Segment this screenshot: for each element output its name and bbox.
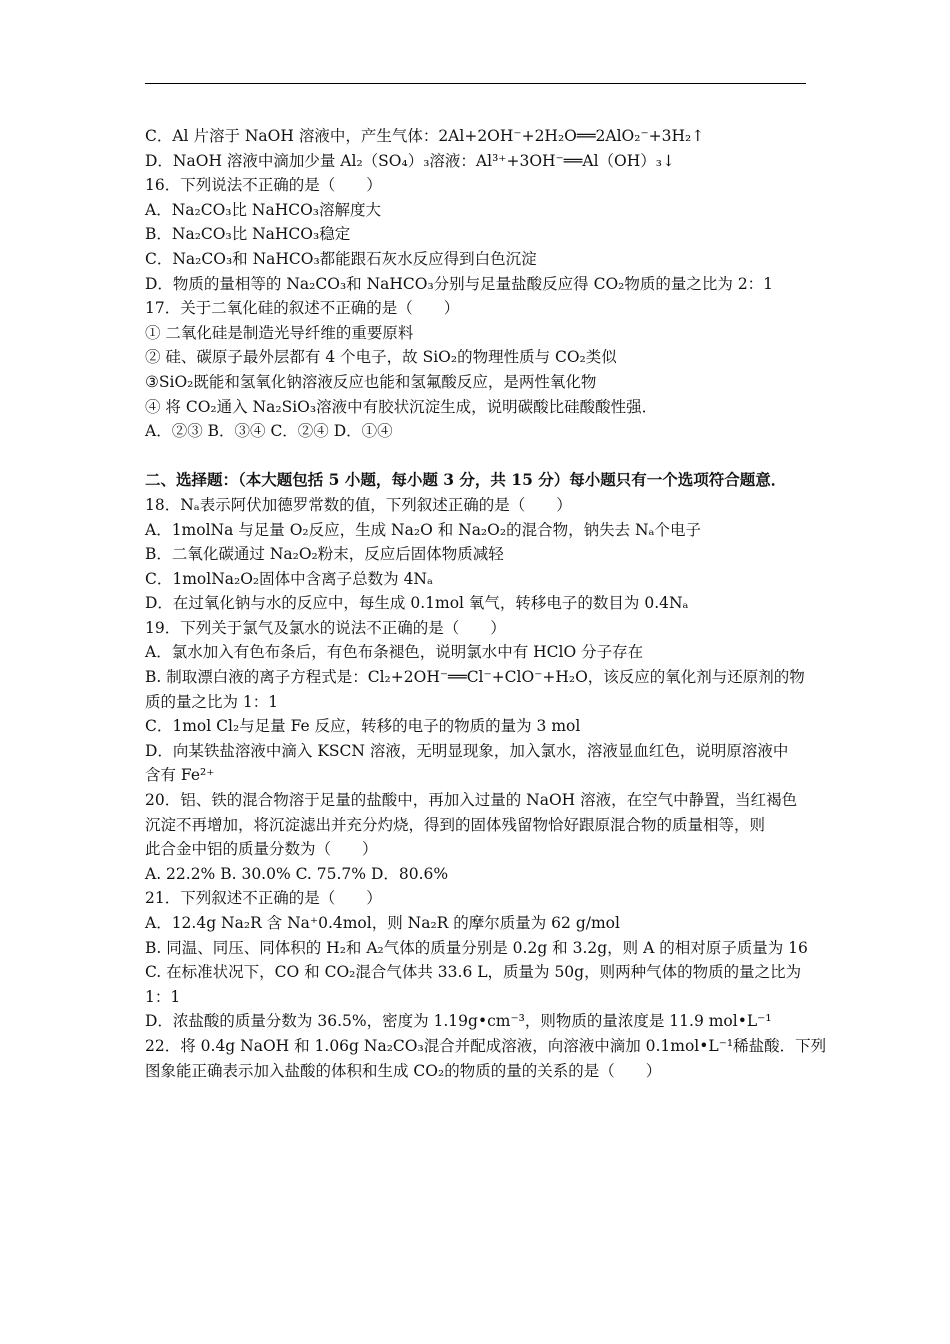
question-16-option-c: C．Na₂CO₃和 NaHCO₃都能跟石灰水反应得到白色沉淀 (145, 249, 537, 268)
header-rule (145, 83, 806, 84)
question-19-option-a: A．氯水加入有色布条后，有色布条褪色，说明氯水中有 HClO 分子存在 (145, 643, 644, 662)
question-19-option-d: D．向某铁盐溶液中滴入 KSCN 溶液，无明显现象，加入氯水，溶液显血红色，说明原溶液中 (145, 741, 789, 760)
section-heading: 二、选择题：（本大题包括 5 小题，每小题 3 分，共 15 分）每小题只有一个选项符合题意． (145, 470, 787, 490)
question-17-statement-4: ④ 将 CO₂通入 Na₂SiO₃溶液中有胶状沉淀生成，说明碳酸比硅酸酸性强． (145, 397, 658, 416)
question-20-options: A. 22.2% B. 30.0% C. 75.7% D．80.6% (145, 864, 449, 883)
question-18-option-d: D．在过氧化钠与水的反应中，每生成 0.1mol 氧气，转移电子的数目为 0.4Nₐ (145, 594, 689, 613)
question-20-stem-cont: 沉淀不再增加，将沉淀滤出并充分灼烧，得到的固体残留物恰好跟原混合物的质量相等，则 (145, 815, 766, 834)
question-16-stem: 16．下列说法不正确的是（ ） (145, 176, 382, 195)
question-16-option-a: A．Na₂CO₃比 NaHCO₃溶解度大 (145, 200, 382, 219)
question-19-option-b: B. 制取漂白液的离子方程式是：Cl₂+2OH⁻══Cl⁻+ClO⁻+H₂O，该反应的氧化剂与还原剂的物 (145, 668, 805, 687)
question-22-stem: 22．将 0.4g NaOH 和 1.06g Na₂CO₃混合并配成溶液，向溶液中滴加 0.1mol•L⁻¹稀盐酸．下列 (145, 1036, 827, 1055)
question-20-stem: 20．铝、铁的混合物溶于足量的盐酸中，再加入过量的 NaOH 溶液，在空气中静置，当红褐色 (145, 791, 798, 810)
question-16-option-d: D．物质的量相等的 Na₂CO₃和 NaHCO₃分别与足量盐酸反应得 CO₂物质的量之比为 2：1 (145, 274, 774, 293)
text-line: D．NaOH 溶液中滴加少量 Al₂（SO₄）₃溶液：Al³⁺+3OH⁻══Al（OH）₃↓ (145, 151, 675, 170)
question-17-stem: 17．关于二氧化硅的叙述不正确的是（ ） (145, 299, 460, 318)
question-19-option-b-cont: 质的量之比为 1：1 (145, 692, 279, 711)
question-17-statement-1: ① 二氧化硅是制造光导纤维的重要原料 (145, 323, 414, 342)
question-22-stem-cont: 图象能正确表示加入盐酸的体积和生成 CO₂的物质的量的关系的是（ ） (145, 1061, 662, 1080)
question-17-statement-3: ③SiO₂既能和氢氧化钠溶液反应也能和氢氟酸反应，是两性氧化物 (145, 372, 597, 391)
text-line: C．Al 片溶于 NaOH 溶液中，产生气体：2Al+2OH⁻+2H₂O══2AlO₂⁻+3H₂↑ (145, 127, 705, 145)
question-19-option-c: C．1mol Cl₂与足量 Fe 反应，转移的电子的物质的量为 3 mol (145, 717, 581, 736)
question-17-options: A．②③ B．③④ C．②④ D．①④ (145, 422, 393, 441)
question-17-statement-2: ② 硅、碳原子最外层都有 4 个电子，故 SiO₂的物理性质与 CO₂类似 (145, 348, 617, 367)
question-21-option-d: D．浓盐酸的质量分数为 36.5%，密度为 1.19g•cm⁻³，则物质的量浓度是 11.9 mol•L⁻¹ (145, 1012, 772, 1031)
question-18-option-a: A．1molNa 与足量 O₂反应，生成 Na₂O 和 Na₂O₂的混合物，钠失去 Nₐ个电子 (145, 520, 702, 539)
question-21-stem: 21．下列叙述不正确的是（ ） (145, 889, 382, 908)
question-16-option-b: B．Na₂CO₃比 NaHCO₃稳定 (145, 225, 351, 244)
question-20-stem-cont: 此合金中铝的质量分数为（ ） (145, 840, 378, 859)
question-19-stem: 19．下列关于氯气及氯水的说法不正确的是（ ） (145, 618, 506, 637)
blank-line (145, 444, 810, 469)
question-21-option-c: C. 在标准状况下，CO 和 CO₂混合气体共 33.6 L，质量为 50g，则两种气体的物质的量之比为 (145, 963, 802, 982)
question-21-option-c-cont: 1：1 (145, 987, 181, 1006)
question-19-option-d-cont: 含有 Fe²⁺ (145, 766, 215, 785)
document-body (145, 124, 827, 1083)
question-18-option-b: B．二氧化碳通过 Na₂O₂粉末，反应后固体物质减轻 (145, 545, 504, 564)
question-21-option-b: B. 同温、同压、同体积的 H₂和 A₂气体的质量分别是 0.2g 和 3.2g，则 A 的相对原子质量为 16 (145, 938, 808, 957)
question-18-option-c: C．1molNa₂O₂固体中含离子总数为 4Nₐ (145, 569, 433, 588)
question-21-option-a: A．12.4g Na₂R 含 Na⁺0.4mol，则 Na₂R 的摩尔质量为 62 g/mol (145, 914, 620, 932)
question-18-stem: 18．Nₐ表示阿伏加德罗常数的值，下列叙述正确的是（ ） (145, 495, 572, 514)
